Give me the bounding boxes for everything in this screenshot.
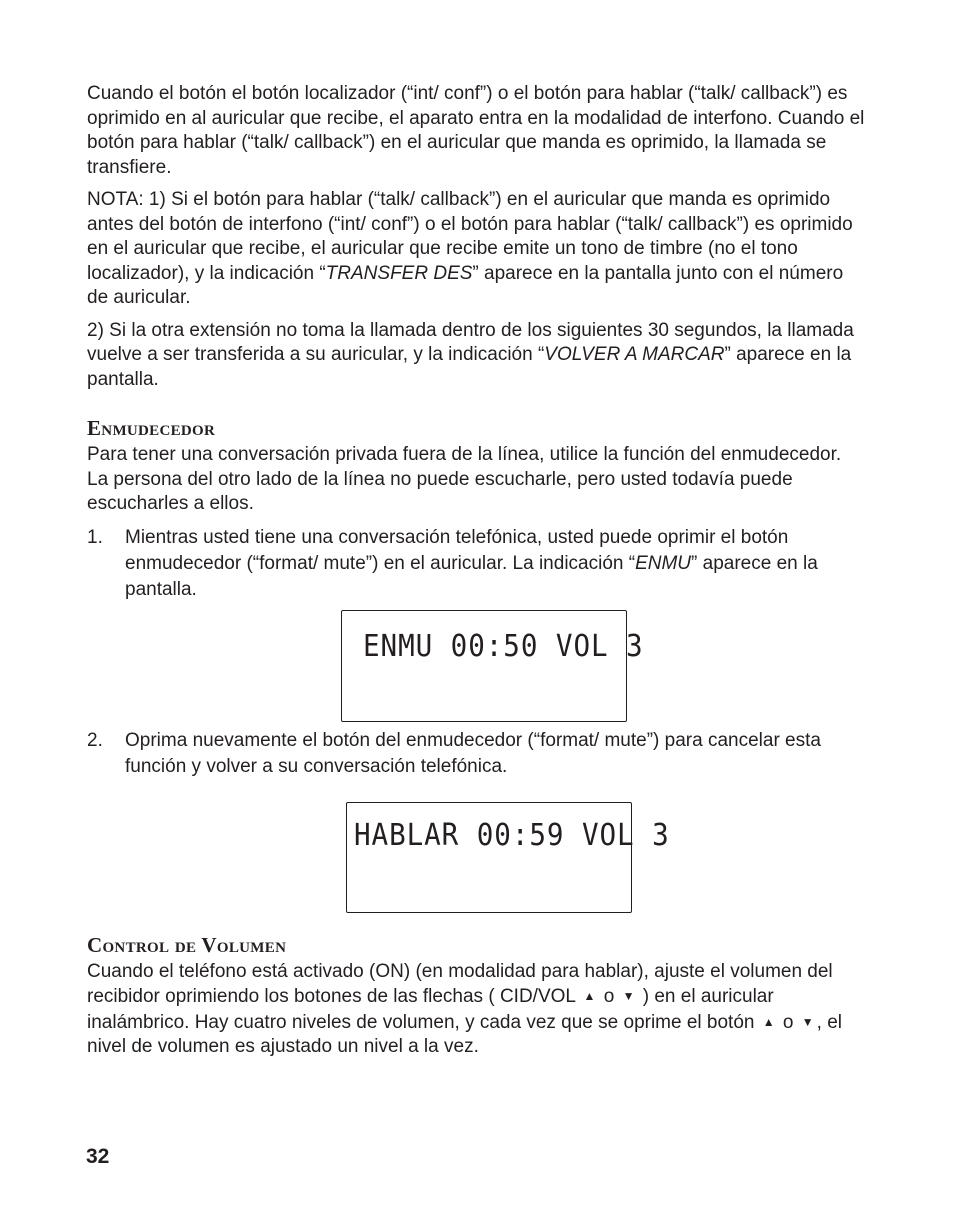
mute-steps [87,525,867,603]
volume-text-3: ) en el auricular inalámbrico. Hay cuatro niveles de volumen, y cada vez que se oprime el botón [87,986,774,1033]
note-text-start: NOTA: 1) Si el botón para hablar (“talk/ callback”) en el auricular que manda es oprimido antes del botón de interfono (“int/ conf”) o el botón para hablar (“talk/ callback”) es oprimido en el auricular que recibe, el auricular que recibe emite un tono de timbre (no el tono localizador), y la indicación “ [87,189,853,284]
up-triangle-icon: ▲ [762,1014,775,1029]
note-paragraph-2 [87,319,867,393]
mute-steps-2 [87,728,867,780]
volume-text-1: Cuando el teléfono está activado (ON) (en modalidad para hablar), ajuste el volumen del recibidor oprimiendo los botones de las flechas ( CID/VOL [87,960,833,1007]
note2-text-start: 2) Si la otra extensión no toma la llamada dentro de los siguientes 30 segundos, la llamada vuelve a ser transferida a su auricular, y la indicación “ [87,319,854,365]
volume-text-5: , el nivel de volumen es ajustado un nivel a la vez. [87,1011,843,1057]
step-number: 2. [87,729,103,751]
mute-heading: Enmudecedor [87,416,216,440]
volver-a-marcar-indication: VOLVER A MARCAR [544,344,725,365]
volume-heading: Control de Volumen [87,932,287,957]
lcd-display-mute [341,610,644,722]
up-triangle-icon: ▲ [583,989,596,1003]
step1-text-end: ” aparece en la pantalla. [125,552,818,600]
volume-paragraph [87,960,867,1060]
enmu-indication: ENMU [635,552,692,574]
lcd-text-mute: ENMU 00:50 VOL 3 [363,628,644,664]
note-text-end: ” aparece en la pantalla junto con el número de auricular. [87,262,844,308]
transfer-des-indication: TRANSFER DES [325,262,473,284]
step-number: 1. [87,526,103,548]
intro-paragraph: Cuando el botón el botón localizador (“int/ conf”) o el botón para hablar (“talk/ callback”) es oprimido en al auricular que recibe, el aparato entra en la modalidad de interfono. Cuando el botón para hablar (“talk/ callback”) en el auricular que manda es oprimido, la llamada se transfiere. [87,83,865,178]
lcd-display-talk [346,802,670,913]
note2-text-end: ” aparece en la pantalla. [87,344,852,390]
step2-text: Oprima nuevamente el botón del enmudecedor (“format/ mute”) para cancelar esta función y volver a su conversación telefónica. [125,729,821,777]
lcd-text-talk: HABLAR 00:59 VOL 3 [354,817,670,853]
volume-text-4: o [777,1011,799,1033]
note-paragraph [87,188,867,311]
list-item [87,525,867,603]
mute-paragraph: Para tener una conversación privada fuera de la línea, utilice la función del enmudecedor. La persona del otro lado de la línea no puede escucharle, pero usted todavía puede escucharles a ellos. [87,444,842,514]
step1-text-start: Mientras usted tiene una conversación telefónica, usted puede oprimir el botón enmudecedor (“format/ mute”) en el auricular. La indicación “ [125,526,789,574]
down-triangle-icon: ▼ [622,989,635,1003]
volume-text-2: o [598,986,620,1007]
page-content [87,82,867,1060]
list-item [87,728,867,780]
down-triangle-icon: ▼ [801,1014,814,1029]
page-number: 32 [86,1145,110,1168]
